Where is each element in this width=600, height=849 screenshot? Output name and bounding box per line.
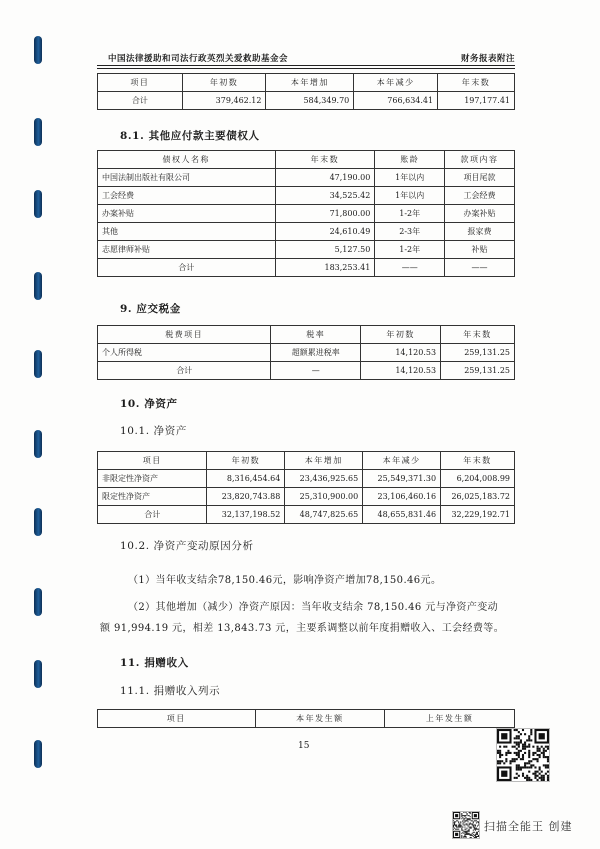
taxes-payable-table: [97, 325, 515, 380]
paragraph: （1）当年收支结余78,150.46元，影响净资产增加78,150.46元。: [128, 575, 442, 586]
document-header-section: 财务报表附注: [460, 54, 515, 64]
table-cell: 197,177.41: [438, 92, 515, 110]
table-cell: 1-2年: [375, 241, 445, 259]
page-number: 15: [298, 741, 310, 751]
table-cell: 259,131.25: [441, 362, 515, 380]
table-cell: ——: [445, 259, 515, 277]
table-row: [98, 223, 515, 241]
scanner-watermark: 扫描全能王 创建: [484, 820, 573, 833]
table-cell: 183,253.41: [275, 259, 375, 277]
binder-hole-mark: [34, 36, 42, 64]
binder-hole-mark: [34, 190, 42, 218]
table-row: [98, 344, 515, 362]
table-cell: ——: [375, 259, 445, 277]
donation-income-table: [97, 709, 515, 728]
table-row: [98, 92, 515, 110]
net-assets-table: [97, 451, 515, 524]
header-rule: [97, 65, 515, 66]
table-cell: 合计: [98, 92, 183, 110]
column-header: 项目: [98, 452, 207, 470]
table-cell: 中国法制出版社有限公司: [98, 169, 276, 187]
paragraph: （2）其他增加（减少）净资产原因：当年收支结余 78,150.46 元与净资产变动: [128, 602, 499, 613]
table-cell: 71,800.00: [275, 205, 375, 223]
column-header: 年末数: [438, 74, 515, 92]
column-header: 年末数: [441, 452, 515, 470]
paragraph: 额 91,994.19 元，相差 13,843.73 元，主要系调整以前年度捐赠收入、工会经费等。: [100, 623, 505, 634]
binder-hole-mark: [34, 508, 42, 536]
binder-hole-mark: [34, 350, 42, 378]
section-heading: 10.1. 净资产: [120, 425, 187, 437]
table-cell: 47,190.00: [275, 169, 375, 187]
section-heading: 11.1. 捐赠收入列示: [120, 685, 221, 697]
table-cell: 项目尾款: [445, 169, 515, 187]
column-header: 年末数: [441, 326, 515, 344]
top-summary-table: [97, 73, 515, 110]
table-cell: 23,436,925.65: [285, 470, 363, 488]
table-cell: 合计: [98, 506, 207, 524]
binder-hole-mark: [34, 660, 42, 688]
table-cell: 34,525.42: [275, 187, 375, 205]
column-header: 税率: [271, 326, 361, 344]
table-row: [98, 488, 515, 506]
table-cell: 48,655,831.46: [363, 506, 441, 524]
table-cell: 2-3年: [375, 223, 445, 241]
column-header: 年末数: [275, 151, 375, 169]
column-header: 本年减少: [363, 452, 441, 470]
table-cell: 工会经费: [98, 187, 276, 205]
table-cell: 合计: [98, 362, 271, 380]
column-header: 债权人名称: [98, 151, 276, 169]
table-cell: 25,310,900.00: [285, 488, 363, 506]
table-cell: 工会经费: [445, 187, 515, 205]
table-cell: 1年以内: [375, 187, 445, 205]
table-row: [98, 470, 515, 488]
table-cell: 26,025,183.72: [441, 488, 515, 506]
table-cell: 超额累进税率: [271, 344, 361, 362]
binder-hole-mark: [34, 118, 42, 146]
table-cell: 25,549,371.30: [363, 470, 441, 488]
table-cell: 766,634.41: [354, 92, 438, 110]
binder-hole-mark: [34, 430, 42, 458]
table-header-row: [98, 326, 515, 344]
column-header: 账龄: [375, 151, 445, 169]
table-header-row: [98, 452, 515, 470]
qr-code-icon: [452, 811, 480, 839]
column-header: 款项内容: [445, 151, 515, 169]
column-header: 年初数: [361, 326, 441, 344]
table-row: [98, 241, 515, 259]
table-cell: 非限定性净资产: [98, 470, 207, 488]
section-heading: 8.1. 其他应付款主要债权人: [120, 130, 260, 142]
table-cell: 办案补贴: [98, 205, 276, 223]
column-header: 本年减少: [354, 74, 438, 92]
table-cell: —: [271, 362, 361, 380]
table-cell: 6,204,008.99: [441, 470, 515, 488]
table-cell: 259,131.25: [441, 344, 515, 362]
section-heading: 10.2. 净资产变动原因分析: [120, 540, 254, 552]
table-cell: 1年以内: [375, 169, 445, 187]
qr-code-icon: [496, 728, 550, 782]
table-header-row: [98, 151, 515, 169]
table-cell: 379,462.12: [182, 92, 266, 110]
document-header-org: 中国法律援助和司法行政英烈关爱救助基金会: [108, 54, 289, 64]
binder-hole-mark: [34, 740, 42, 768]
table-cell: 补贴: [445, 241, 515, 259]
binder-hole-mark: [34, 272, 42, 300]
table-cell: 办案补贴: [445, 205, 515, 223]
section-heading: 11. 捐赠收入: [120, 657, 189, 669]
table-cell: 32,229,192.71: [441, 506, 515, 524]
table-cell: 24,610.49: [275, 223, 375, 241]
table-cell: 其他: [98, 223, 276, 241]
table-cell: 1-2年: [375, 205, 445, 223]
table-header-row: [98, 74, 515, 92]
table-cell: 32,137,198.52: [207, 506, 285, 524]
section-heading: 10. 净资产: [120, 398, 178, 410]
binder-hole-mark: [34, 588, 42, 616]
table-cell: 8,316,454.64: [207, 470, 285, 488]
table-cell: 5,127.50: [275, 241, 375, 259]
table-cell: 23,106,460.16: [363, 488, 441, 506]
table-cell: 14,120.53: [361, 344, 441, 362]
table-cell: 584,349.70: [266, 92, 354, 110]
header-rule: [97, 68, 515, 69]
column-header: 年初数: [182, 74, 266, 92]
column-header: 税费项目: [98, 326, 271, 344]
column-header: 本年发生额: [255, 710, 385, 728]
column-header: 本年增加: [266, 74, 354, 92]
column-header: 年初数: [207, 452, 285, 470]
section-heading: 9. 应交税金: [120, 303, 181, 315]
table-cell: 48,747,825.65: [285, 506, 363, 524]
table-header-row: [98, 710, 515, 728]
table-row: [98, 205, 515, 223]
table-cell: 14,120.53: [361, 362, 441, 380]
table-cell: 报家费: [445, 223, 515, 241]
column-header: 项目: [98, 710, 256, 728]
table-cell: 合计: [98, 259, 276, 277]
table-cell: 限定性净资产: [98, 488, 207, 506]
table-cell: 志愿律师补贴: [98, 241, 276, 259]
column-header: 本年增加: [285, 452, 363, 470]
column-header: 项目: [98, 74, 183, 92]
table-row: [98, 169, 515, 187]
table-cell: 23,820,743.88: [207, 488, 285, 506]
column-header: 上年发生额: [385, 710, 515, 728]
table-row: [98, 187, 515, 205]
table-cell: 个人所得税: [98, 344, 271, 362]
table-row: [98, 362, 515, 380]
table-row: [98, 506, 515, 524]
table-row: [98, 259, 515, 277]
creditors-table: [97, 150, 515, 277]
